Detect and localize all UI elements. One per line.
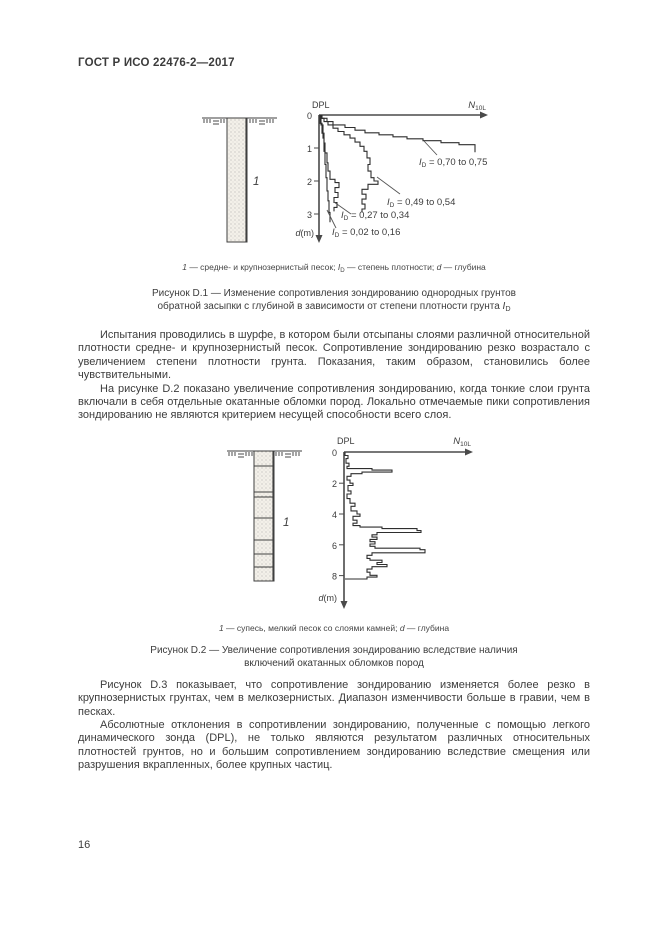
leader-line-4	[327, 210, 336, 228]
curve-id-070-075	[322, 115, 475, 152]
figure-d2-graphic	[221, 431, 483, 616]
figure-d1-legend: 1 — средне- и крупнозернистый песок; $I_D$ — степень плотности; d — глубина	[182, 262, 486, 274]
leader-line-2	[377, 177, 400, 194]
legend-number: 1	[218, 622, 224, 633]
depth-axis-label: d(m)	[295, 228, 314, 238]
paragraph-3: Рисунок D.3 показывает, что сопротивление зондированию изменяется более резко в крупнозернистых грунтах, чем в мелкозернистых. Диапазон изменчивости больше в гравии, чем в песках.	[78, 678, 590, 718]
depth-axis-arrowhead	[341, 601, 348, 609]
borehole-column	[254, 451, 274, 581]
figure-d2-legend: 1 — супесь, мелкий песок со слоями камней; d — глубина	[218, 622, 450, 633]
dpl-label: DPL	[312, 100, 330, 110]
curve-label-1: $I_D = 0,70$ to 0,75	[419, 157, 488, 169]
ground-surface-hatch-right	[276, 452, 299, 457]
depth-axis-arrowhead	[316, 235, 323, 243]
tick-3: 3	[306, 210, 312, 220]
tick-0: 0	[306, 111, 312, 121]
curve-label-2: $I_D = 0,49$ to 0,54	[387, 197, 456, 209]
curve-penetration-resistance	[345, 452, 425, 579]
page-number: 16	[78, 839, 91, 851]
curve-label-3: $I_D = 0,27$ to 0,34	[341, 210, 410, 222]
legend-number: 1	[182, 262, 187, 272]
figure-d2	[221, 431, 483, 616]
x-axis-arrowhead	[480, 112, 488, 119]
paragraph-2: На рисунке D.2 показано увеличение сопротивления зондированию, когда тонкие слои грунта включали в себя отдельные окатанные обломки пород. Локально отмечаемые пики сопротивления зондированию не являются критерием несущей способности всего слоя.	[78, 382, 590, 422]
curve-id-049-054	[321, 115, 378, 212]
tick-0: 0	[331, 447, 337, 458]
ground-surface-hatch-right	[250, 119, 273, 124]
leader-line-1	[424, 141, 437, 155]
n10l-label: $N_{10L}$	[453, 435, 471, 448]
curve-label-4: $I_D = 0,02$ to 0,16	[332, 227, 401, 239]
paragraph-4: Абсолютные отклонения в сопротивлении зондированию, полученные с помощью легкого динамического зонда (DPL), не только являются результатом различных относительных плотностей грунтов, но и большим сопротивлением зондированию вследствие смещения или разрушения вкрапленных, более крупных частиц.	[78, 719, 590, 772]
tick-2: 2	[306, 177, 312, 187]
column-label: 1	[283, 516, 290, 529]
figure-d1-graphic	[194, 95, 566, 250]
tick-2: 2	[331, 478, 337, 489]
borehole-column	[227, 118, 247, 242]
document-header: ГОСТ Р ИСО 22476-2—2017	[78, 57, 235, 69]
ground-surface-hatch-left	[229, 452, 252, 457]
soil-column	[202, 118, 277, 242]
figure-d2-title: Рисунок D.2 — Увеличение сопротивления зондированию вследствие наличия включений окатанных обломков пород	[150, 644, 518, 669]
column-label: 1	[253, 176, 260, 188]
tick-8: 8	[331, 571, 337, 582]
paragraph-1: Испытания проводились в шурфе, в котором были отсыпаны слоями различной относительной плотности средне- и крупнозернистый песок. Сопротивление зондированию резко возрастало с увеличением степени плотности грунта. Показания, таким образом, становились более чувствительными.	[78, 328, 590, 382]
soil-column	[227, 451, 302, 581]
n10l-label: $N_{10L}$	[468, 100, 486, 112]
penetration-chart	[318, 436, 473, 609]
dpl-label: DPL	[337, 435, 355, 446]
tick-6: 6	[331, 540, 337, 551]
figure-d1	[194, 95, 566, 250]
x-axis-arrowhead	[465, 448, 473, 455]
tick-4: 4	[331, 509, 337, 520]
tick-1: 1	[306, 144, 312, 154]
depth-axis-label: d(m)	[318, 592, 337, 603]
ground-surface-hatch-left	[204, 119, 224, 124]
penetration-chart	[295, 100, 488, 243]
figure-d1-title: Рисунок D.1 — Изменение сопротивления зондированию однородных грунтов обратной засыпки с глубиной в зависимости от степени плотности грунта $I_D$	[152, 287, 516, 313]
